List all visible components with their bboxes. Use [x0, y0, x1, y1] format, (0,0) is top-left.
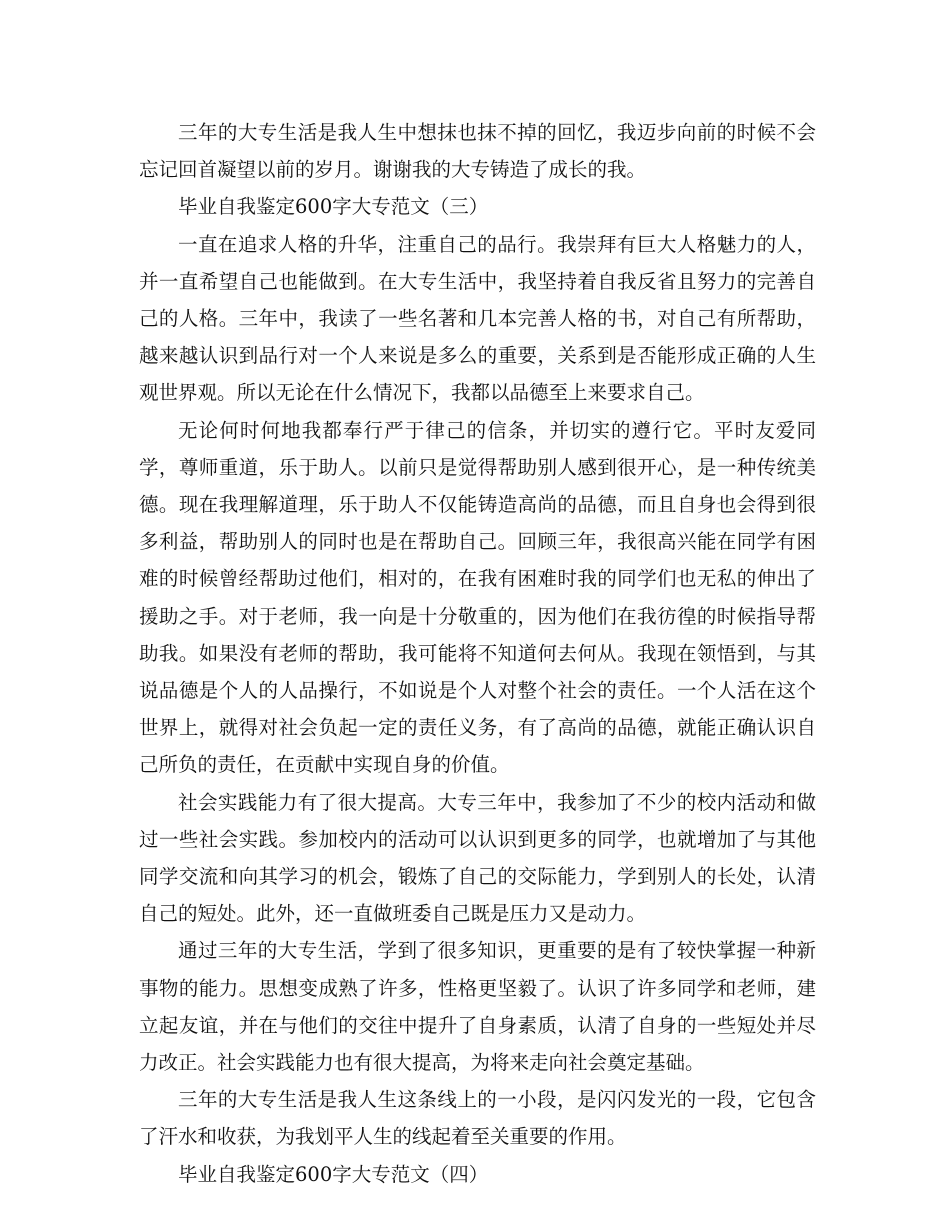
paragraph-summary: 三年的大专生活是我人生这条线上的一小段，是闪闪发光的一段，它包含了汗水和收获，为我划平人生的线起着至关重要的作用。 [139, 1088, 816, 1149]
paragraph-morality: 无论何时何地我都奉行严于律己的信条，并切实的遵行它。平时友爱同学，尊师重道，乐于助人。以前只是觉得帮助别人感到很开心，是一种传统美德。现在我理解道理，乐于助人不仅能铸造高尚的品德，而且自身也会得到很多利益，帮助别人的同时也是在帮助自己。回顾三年，我很高兴能在同学有困难的时候曾经帮助过他们，相对的，在我有困难时我的同学们也无私的伸出了援助之手。对于老师，我一向是十分敬重的，因为他们在我彷徨的时候指导帮助我。如果没有老师的帮助，我可能将不知道何去何从。我现在领悟到，与其说品德是个人的人品操行，不如说是个人对整个社会的责任。一个人活在这个世界上，就得对社会负起一定的责任义务，有了高尚的品德，就能正确认识自己所负的责任，在贡献中实现自身的价值。 [139, 418, 816, 777]
paragraph-social-practice: 社会实践能力有了很大提高。大专三年中，我参加了不少的校内活动和做过一些社会实践。参加校内的活动可以认识到更多的同学，也就增加了与其他同学交流和向其学习的机会，锻炼了自己的交际能力，学到别人的长处，认清自己的短处。此外，还一直做班委自己既是压力又是动力。 [139, 790, 816, 926]
paragraph-closing-reflection: 三年的大专生活是我人生中想抹也抹不掉的回忆，我迈步向前的时候不会忘记回首凝望以前的岁月。谢谢我的大专铸造了成长的我。 [139, 121, 816, 182]
section-heading-four: 毕业自我鉴定600字大专范文（四） [178, 1162, 489, 1186]
section-heading-three: 毕业自我鉴定600字大专范文（三） [178, 195, 489, 219]
document-body [139, 114, 816, 1193]
paragraph-character: 一直在追求人格的升华，注重自己的品行。我崇拜有巨大人格魅力的人，并一直希望自己也能做到。在大专生活中，我坚持着自我反省且努力的完善自己的人格。三年中，我读了一些名著和几本完善人格的书，对自己有所帮助，越来越认识到品行对一个人来说是多么的重要，关系到是否能形成正确的人生观世界观。所以无论在什么情况下，我都以品德至上来要求自己。 [139, 232, 816, 405]
paragraph-knowledge: 通过三年的大专生活，学到了很多知识，更重要的是有了较快掌握一种新事物的能力。思想变成熟了许多，性格更坚毅了。认识了许多同学和老师，建立起友谊，并在与他们的交往中提升了自身素质，认清了自身的一些短处并尽力改正。社会实践能力也有很大提高，为将来走向社会奠定基础。 [139, 939, 816, 1075]
